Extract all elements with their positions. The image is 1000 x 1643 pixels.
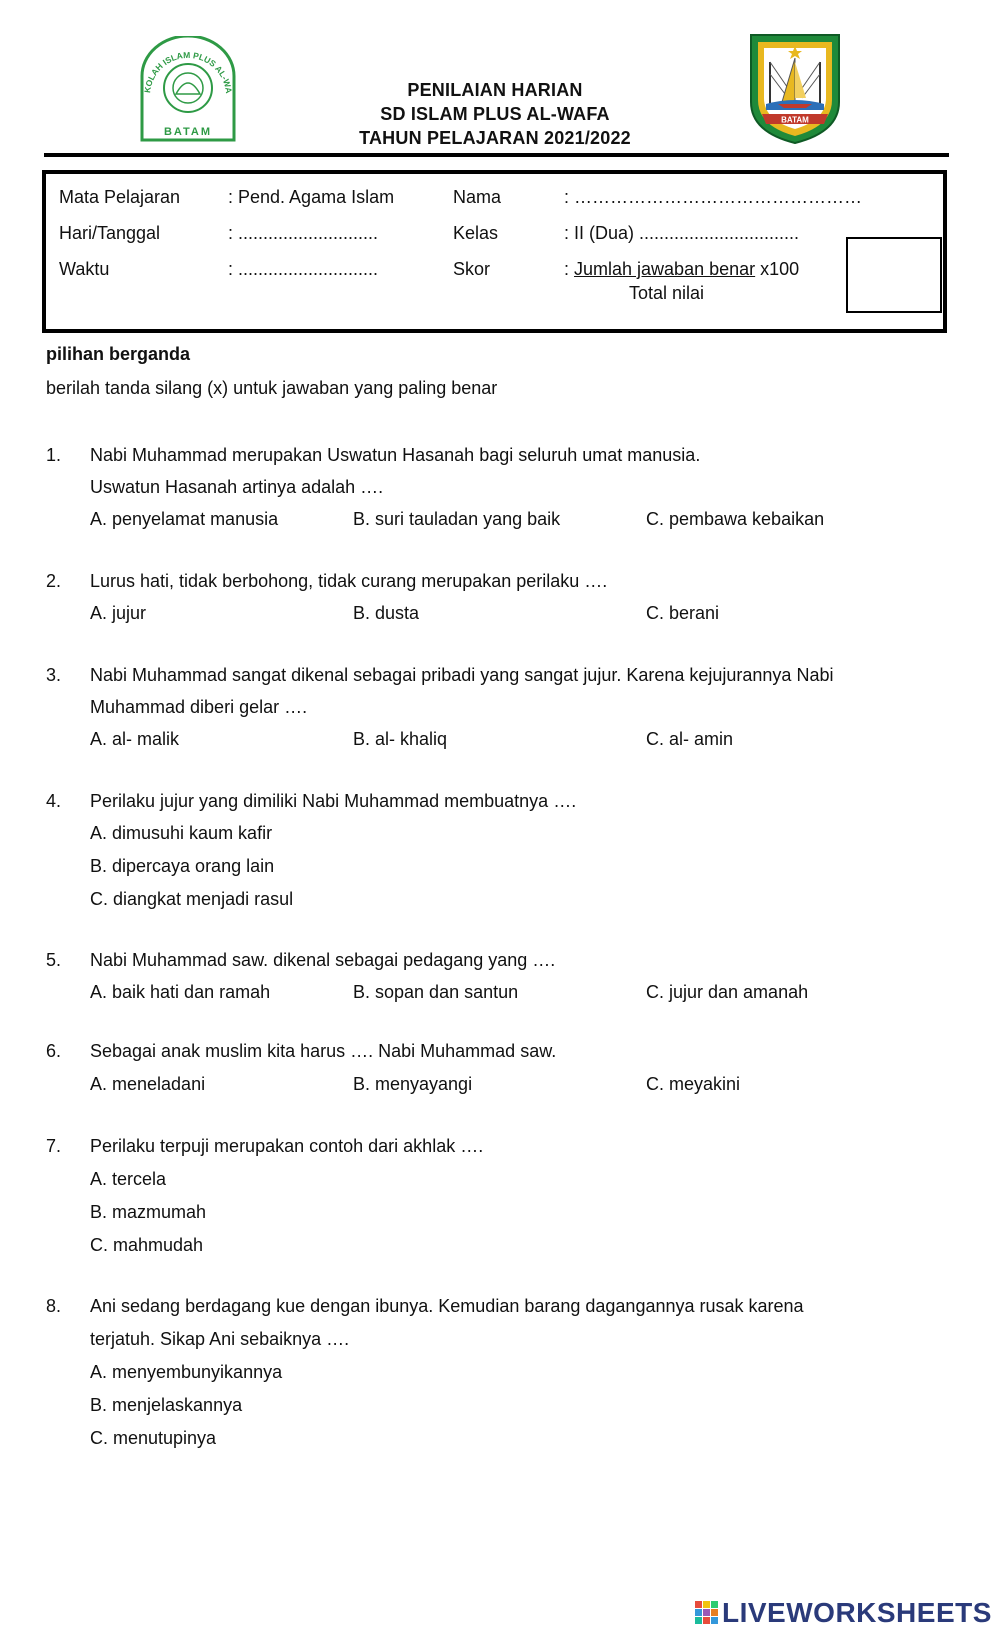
option-b[interactable]: B. dipercaya orang lain [90,856,275,876]
option-a[interactable]: A. penyelamat manusia [90,509,279,529]
city-emblem [748,32,842,146]
option-a[interactable]: A. menyembunyikannya [90,1362,283,1382]
name-field[interactable]: : ………………………………………… [564,187,863,207]
score-label: Skor [453,259,491,279]
option-c[interactable]: C. pembawa kebaikan [646,509,825,529]
question-text: Perilaku terpuji merupakan contoh dari akhlak …. [90,1136,484,1156]
svg-text:SEKOLAH ISLAM PLUS AL-WAFA: KOLAH ISLAM PLUS AL-WA [142,49,234,94]
question-number: 5. [46,950,62,970]
option-c[interactable]: C. menutupinya [90,1428,217,1448]
question-number: 4. [46,791,62,811]
liveworksheets-logo-icon [695,1601,719,1625]
question-number: 1. [46,445,62,465]
header-divider [44,153,949,157]
question-text: Nabi Muhammad saw. dikenal sebagai pedagang yang …. [90,950,556,970]
name-label: Nama [453,187,502,207]
question-text: Nabi Muhammad sangat dikenal sebagai pribadi yang sangat jujur. Karena kejujurannya Nabi [90,665,834,685]
score-box[interactable] [846,237,942,313]
question-text: Perilaku jujur yang dimiliki Nabi Muhammad membuatnya …. [90,791,577,811]
question-text: Uswatun Hasanah artinya adalah …. [90,477,384,497]
question-text: Nabi Muhammad merupakan Uswatun Hasanah bagi seluruh umat manusia. [90,445,701,465]
date-field[interactable]: : ............................ [228,223,379,243]
option-c[interactable]: C. berani [646,603,720,623]
option-a[interactable]: A. jujur [90,603,147,623]
right-logo-label: BATAM [781,115,809,125]
option-b[interactable]: B. dusta [353,603,420,623]
title-line-3: TAHUN PELAJARAN 2021/2022 [359,128,631,148]
question-number: 6. [46,1041,62,1061]
option-a[interactable]: A. baik hati dan ramah [90,982,271,1002]
school-logo [138,36,238,146]
option-b[interactable]: B. al- khaliq [353,729,448,749]
option-b[interactable]: B. sopan dan santun [353,982,519,1002]
question-text: Sebagai anak muslim kita harus …. Nabi Muhammad saw. [90,1041,557,1061]
option-c[interactable]: C. diangkat menjadi rasul [90,889,294,909]
option-c[interactable]: C. mahmudah [90,1235,204,1255]
score-denominator: Total nilai [629,283,705,303]
option-c[interactable]: C. jujur dan amanah [646,982,809,1002]
score-numerator: Jumlah jawaban benar [574,259,756,279]
option-c[interactable]: C. al- amin [646,729,734,749]
student-info-box [42,170,947,333]
option-b[interactable]: B. mazmumah [90,1202,207,1222]
brand-wordmark: LIVEWORKSHEETS [722,1597,992,1628]
option-c[interactable]: C. meyakini [646,1074,741,1094]
score-prefix: : [564,259,575,279]
option-b[interactable]: B. menjelaskannya [90,1395,243,1415]
question-text: Ani sedang berdagang kue dengan ibunya. Kemudian barang dagangannya rusak karena [90,1296,804,1316]
left-logo-label: BATAM [163,126,213,138]
time-label: Waktu [59,259,110,279]
class-label: Kelas [453,223,499,243]
score-formula [564,258,799,280]
question-number: 3. [46,665,62,685]
date-label: Hari/Tanggal [59,223,161,243]
option-a[interactable]: A. meneladani [90,1074,206,1094]
question-text: Muhammad diberi gelar …. [90,697,308,717]
subject-label: Mata Pelajaran [59,187,181,207]
question-number: 7. [46,1136,62,1156]
title-line-1: PENILAIAN HARIAN [407,80,583,100]
page-title [330,78,660,150]
instruction-text: berilah tanda silang (x) untuk jawaban yang paling benar [46,378,498,398]
subject-value: : Pend. Agama Islam [228,187,395,207]
option-a[interactable]: A. tercela [90,1169,167,1189]
option-a[interactable]: A. al- malik [90,729,180,749]
question-text: terjatuh. Sikap Ani sebaiknya …. [90,1329,350,1349]
option-b[interactable]: B. suri tauladan yang baik [353,509,561,529]
score-suffix: x100 [755,259,800,279]
question-number: 2. [46,571,62,591]
section-title: pilihan berganda [46,344,191,364]
question-number: 8. [46,1296,62,1316]
title-line-2: SD ISLAM PLUS AL-WAFA [380,104,610,124]
option-b[interactable]: B. menyayangi [353,1074,473,1094]
class-field[interactable]: : II (Dua) ................................ [564,223,800,243]
question-text: Lurus hati, tidak berbohong, tidak curang merupakan perilaku …. [90,571,608,591]
time-field[interactable]: : ............................ [228,259,379,279]
option-a[interactable]: A. dimusuhi kaum kafir [90,823,273,843]
